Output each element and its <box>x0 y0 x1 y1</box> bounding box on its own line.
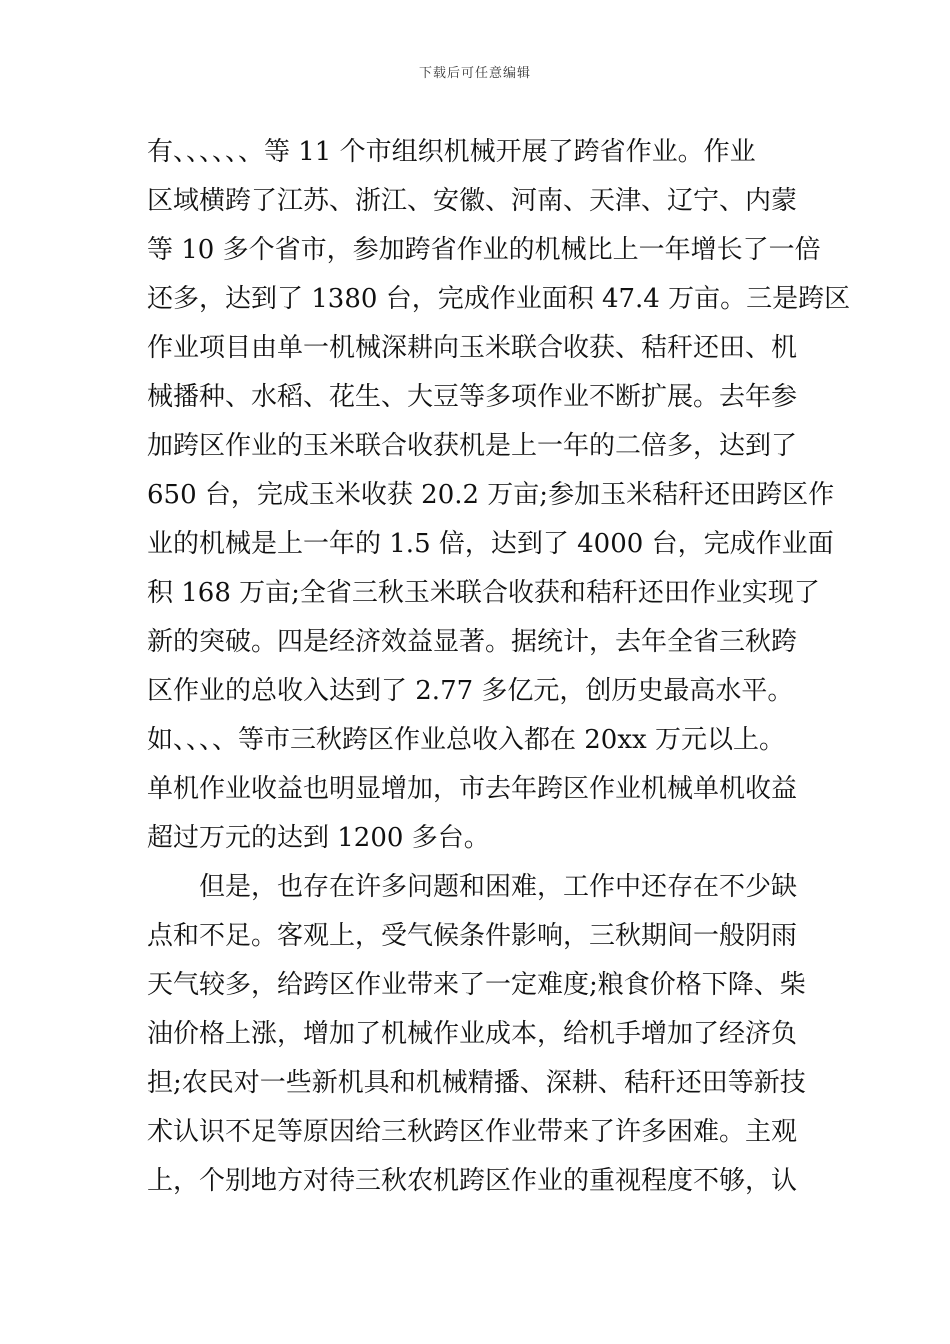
text-line: 单机作业收益也明显增加，市去年跨区作业机械单机收益 <box>147 774 798 804</box>
paragraph <box>147 863 807 1206</box>
text-line: 区作业的总收入达到了 2.77 多亿元，创历史最高水平。 <box>147 676 794 706</box>
text-line: 天气较多，给跨区作业带来了一定难度;粮食价格下降、柴 <box>147 970 806 1000</box>
text-line: 新的突破。四是经济效益显著。据统计，去年全省三秋跨 <box>147 627 798 657</box>
text-line: 业的机械是上一年的 1.5 倍，达到了 4000 台，完成作业面 <box>147 529 834 559</box>
document-body <box>147 128 851 1206</box>
text-line: 作业项目由单一机械深耕向玉米联合收获、秸秆还田、机 <box>147 333 798 363</box>
text-line: 上，个别地方对待三秋农机跨区作业的重视程度不够，认 <box>147 1166 798 1196</box>
text-line: 点和不足。客观上，受气候条件影响，三秋期间一般阴雨 <box>147 921 798 951</box>
text-line: 械播种、水稻、花生、大豆等多项作业不断扩展。去年参 <box>147 382 798 412</box>
page-header: 下载后可任意编辑 <box>418 66 531 81</box>
text-line: 有、、、、、、等 11 个市组织机械开展了跨省作业。作业 <box>147 137 756 167</box>
text-line: 但是，也存在许多问题和困难，工作中还存在不少缺 <box>199 872 798 902</box>
text-line: 积 168 万亩;全省三秋玉米联合收获和秸秆还田作业实现了 <box>147 578 820 608</box>
text-line: 等 10 多个省市，参加跨省作业的机械比上一年增长了一倍 <box>147 235 821 265</box>
text-line: 加跨区作业的玉米联合收获机是上一年的二倍多，达到了 <box>147 431 798 461</box>
text-line: 如、、、、等市三秋跨区作业总收入都在 20xx 万元以上。 <box>147 725 785 755</box>
text-line: 超过万元的达到 1200 多台。 <box>147 823 490 853</box>
text-line: 区域横跨了江苏、浙江、安徽、河南、天津、辽宁、内蒙 <box>147 186 798 216</box>
paragraph <box>147 128 851 863</box>
text-line: 术认识不足等原因给三秋跨区作业带来了许多困难。主观 <box>147 1117 798 1147</box>
text-line: 担;农民对一些新机具和机械精播、深耕、秸秆还田等新技 <box>147 1068 806 1098</box>
text-line: 650 台，完成玉米收获 20.2 万亩;参加玉米秸秆还田跨区作 <box>147 480 835 510</box>
text-line: 油价格上涨，增加了机械作业成本，给机手增加了经济负 <box>147 1019 798 1049</box>
text-line: 还多，达到了 1380 台，完成作业面积 47.4 万亩。三是跨区 <box>147 284 851 314</box>
